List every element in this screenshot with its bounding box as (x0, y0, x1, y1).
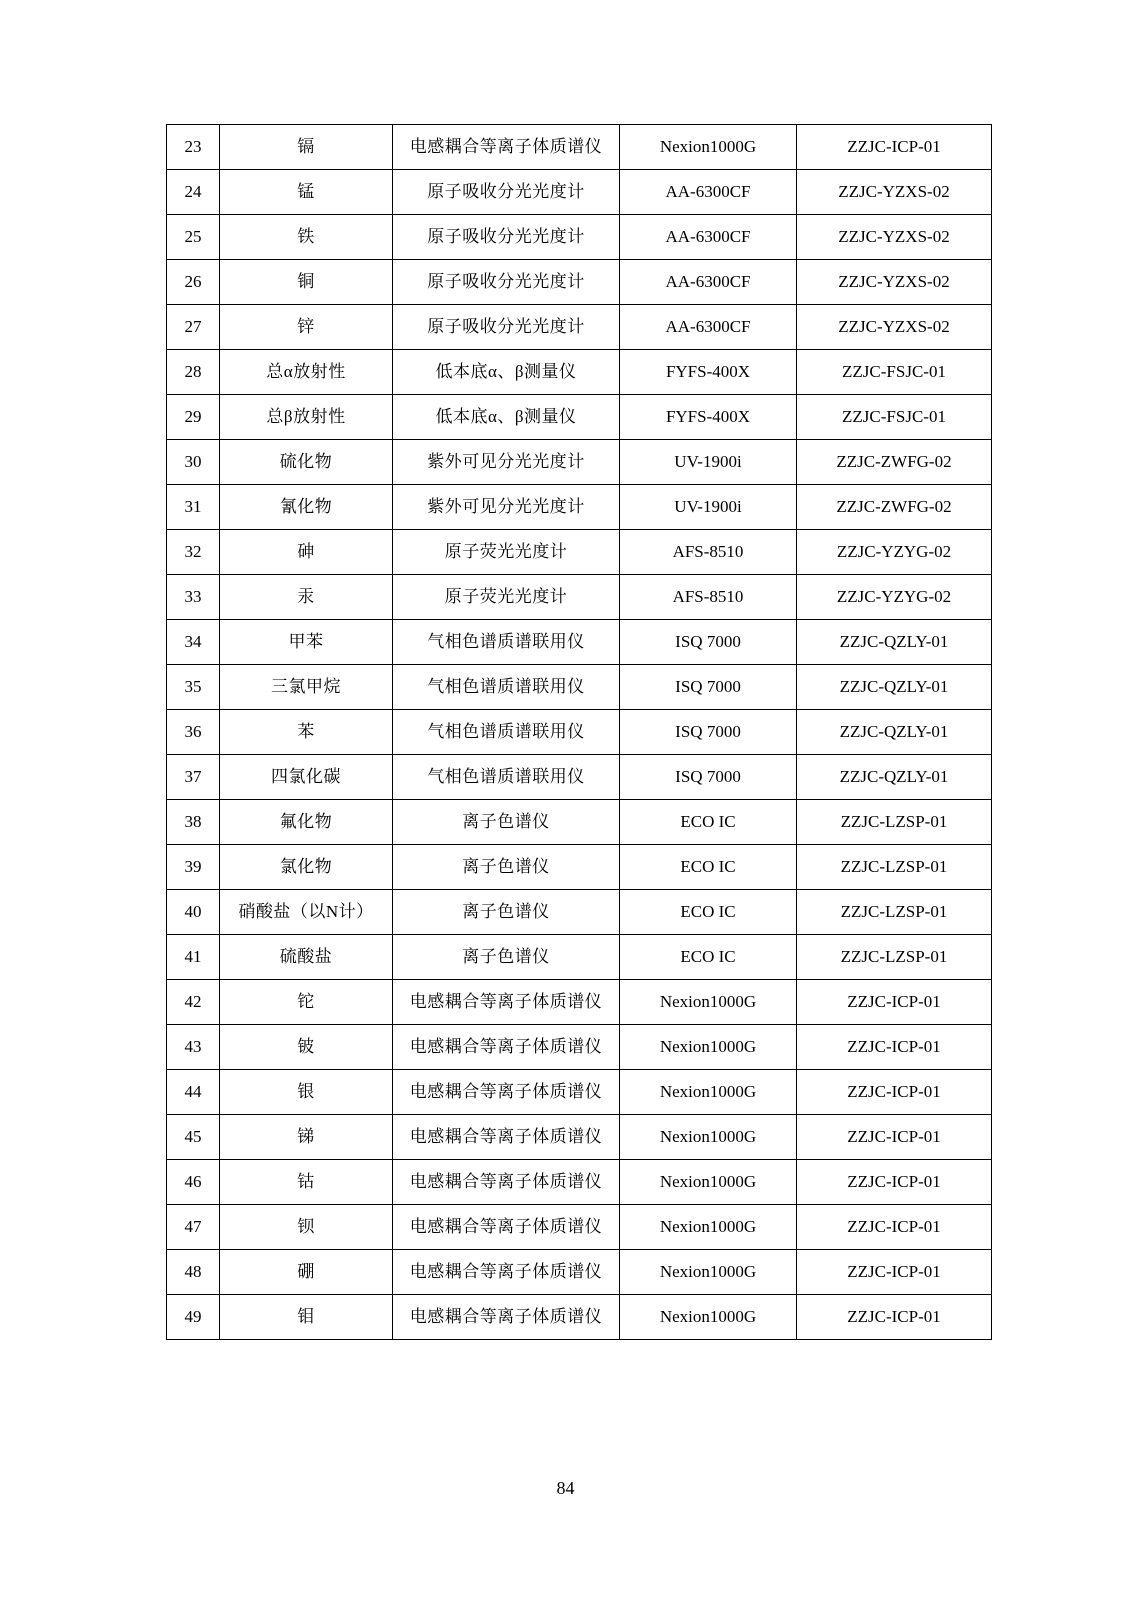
table-cell-instrument: 原子荧光光度计 (393, 530, 620, 575)
table-row (167, 305, 992, 350)
table-cell-no: 39 (167, 845, 220, 890)
table-cell-no: 41 (167, 935, 220, 980)
table-row (167, 1160, 992, 1205)
table-cell-instrument: 离子色谱仪 (393, 890, 620, 935)
table-cell-instrument: 气相色谱质谱联用仪 (393, 620, 620, 665)
table-cell-instrument: 原子荧光光度计 (393, 575, 620, 620)
table-row (167, 350, 992, 395)
table-row (167, 755, 992, 800)
table-cell-instrument: 气相色谱质谱联用仪 (393, 755, 620, 800)
table-cell-model: ECO IC (620, 935, 797, 980)
table-cell-no: 23 (167, 125, 220, 170)
table-cell-model: ECO IC (620, 890, 797, 935)
table-cell-code: ZZJC-YZXS-02 (797, 215, 992, 260)
table-cell-code: ZZJC-ICP-01 (797, 980, 992, 1025)
table-cell-model: FYFS-400X (620, 395, 797, 440)
table-cell-model: Nexion1000G (620, 1115, 797, 1160)
instrument-table-container (166, 124, 966, 1340)
table-cell-model: FYFS-400X (620, 350, 797, 395)
table-cell-model: Nexion1000G (620, 1070, 797, 1115)
table-cell-code: ZZJC-QZLY-01 (797, 755, 992, 800)
table-cell-no: 29 (167, 395, 220, 440)
table-cell-code: ZZJC-ICP-01 (797, 1115, 992, 1160)
table-cell-item: 银 (220, 1070, 393, 1115)
table-cell-code: ZZJC-ICP-01 (797, 1070, 992, 1115)
table-cell-item: 锑 (220, 1115, 393, 1160)
table-cell-no: 25 (167, 215, 220, 260)
table-row (167, 485, 992, 530)
table-row (167, 890, 992, 935)
table-cell-no: 40 (167, 890, 220, 935)
table-cell-item: 镉 (220, 125, 393, 170)
table-cell-no: 33 (167, 575, 220, 620)
table-cell-item: 钴 (220, 1160, 393, 1205)
table-cell-no: 37 (167, 755, 220, 800)
table-row (167, 980, 992, 1025)
table-cell-code: ZZJC-LZSP-01 (797, 890, 992, 935)
table-cell-instrument: 紫外可见分光光度计 (393, 440, 620, 485)
table-cell-no: 45 (167, 1115, 220, 1160)
table-cell-model: Nexion1000G (620, 1160, 797, 1205)
table-cell-item: 钡 (220, 1205, 393, 1250)
table-cell-no: 27 (167, 305, 220, 350)
table-cell-model: AA-6300CF (620, 260, 797, 305)
table-cell-model: ECO IC (620, 800, 797, 845)
table-cell-instrument: 电感耦合等离子体质谱仪 (393, 1160, 620, 1205)
table-cell-code: ZZJC-YZXS-02 (797, 260, 992, 305)
table-row (167, 215, 992, 260)
table-cell-item: 氰化物 (220, 485, 393, 530)
table-cell-item: 钼 (220, 1295, 393, 1340)
table-cell-model: ISQ 7000 (620, 620, 797, 665)
table-cell-item: 硫化物 (220, 440, 393, 485)
table-cell-instrument: 原子吸收分光光度计 (393, 305, 620, 350)
table-row (167, 1070, 992, 1115)
table-cell-no: 48 (167, 1250, 220, 1295)
table-cell-instrument: 离子色谱仪 (393, 845, 620, 890)
table-cell-model: Nexion1000G (620, 1025, 797, 1070)
table-cell-item: 锰 (220, 170, 393, 215)
table-cell-code: ZZJC-ZWFG-02 (797, 485, 992, 530)
table-cell-code: ZZJC-LZSP-01 (797, 845, 992, 890)
table-cell-model: Nexion1000G (620, 125, 797, 170)
table-cell-model: AFS-8510 (620, 530, 797, 575)
table-cell-item: 氯化物 (220, 845, 393, 890)
table-cell-code: ZZJC-LZSP-01 (797, 935, 992, 980)
table-cell-item: 总β放射性 (220, 395, 393, 440)
table-cell-no: 32 (167, 530, 220, 575)
table-cell-instrument: 气相色谱质谱联用仪 (393, 665, 620, 710)
table-cell-item: 硼 (220, 1250, 393, 1295)
table-cell-model: AA-6300CF (620, 215, 797, 260)
table-cell-no: 36 (167, 710, 220, 755)
table-cell-instrument: 电感耦合等离子体质谱仪 (393, 1205, 620, 1250)
table-cell-no: 42 (167, 980, 220, 1025)
table-cell-code: ZZJC-ZWFG-02 (797, 440, 992, 485)
table-row (167, 710, 992, 755)
table-cell-no: 24 (167, 170, 220, 215)
table-cell-code: ZZJC-YZXS-02 (797, 305, 992, 350)
table-row (167, 575, 992, 620)
table-row (167, 1250, 992, 1295)
table-cell-item: 铍 (220, 1025, 393, 1070)
table-cell-item: 总α放射性 (220, 350, 393, 395)
table-cell-no: 46 (167, 1160, 220, 1205)
table-cell-code: ZZJC-YZXS-02 (797, 170, 992, 215)
table-row (167, 935, 992, 980)
table-row (167, 845, 992, 890)
table-row (167, 395, 992, 440)
table-row (167, 800, 992, 845)
table-cell-instrument: 原子吸收分光光度计 (393, 170, 620, 215)
table-row (167, 1025, 992, 1070)
table-cell-instrument: 离子色谱仪 (393, 800, 620, 845)
table-row (167, 125, 992, 170)
table-cell-model: UV-1900i (620, 440, 797, 485)
table-cell-no: 28 (167, 350, 220, 395)
table-cell-model: Nexion1000G (620, 1295, 797, 1340)
table-cell-code: ZZJC-ICP-01 (797, 1205, 992, 1250)
table-cell-code: ZZJC-ICP-01 (797, 1250, 992, 1295)
table-cell-code: ZZJC-QZLY-01 (797, 665, 992, 710)
table-cell-model: UV-1900i (620, 485, 797, 530)
table-cell-no: 35 (167, 665, 220, 710)
table-row (167, 440, 992, 485)
table-row (167, 665, 992, 710)
table-cell-instrument: 电感耦合等离子体质谱仪 (393, 1070, 620, 1115)
table-cell-item: 锌 (220, 305, 393, 350)
table-cell-model: Nexion1000G (620, 1205, 797, 1250)
table-cell-item: 铊 (220, 980, 393, 1025)
table-cell-item: 砷 (220, 530, 393, 575)
table-row (167, 1115, 992, 1160)
instrument-table (166, 124, 992, 1340)
table-row (167, 530, 992, 575)
table-cell-item: 硫酸盐 (220, 935, 393, 980)
table-cell-item: 三氯甲烷 (220, 665, 393, 710)
table-cell-model: AFS-8510 (620, 575, 797, 620)
table-cell-item: 氟化物 (220, 800, 393, 845)
table-cell-instrument: 紫外可见分光光度计 (393, 485, 620, 530)
table-cell-code: ZZJC-ICP-01 (797, 1295, 992, 1340)
table-row (167, 1205, 992, 1250)
table-cell-model: AA-6300CF (620, 305, 797, 350)
table-cell-instrument: 低本底α、β测量仪 (393, 395, 620, 440)
table-cell-model: Nexion1000G (620, 1250, 797, 1295)
table-cell-code: ZZJC-ICP-01 (797, 1025, 992, 1070)
table-cell-no: 43 (167, 1025, 220, 1070)
table-cell-model: ISQ 7000 (620, 755, 797, 800)
table-cell-model: Nexion1000G (620, 980, 797, 1025)
table-cell-code: ZZJC-QZLY-01 (797, 620, 992, 665)
table-cell-item: 甲苯 (220, 620, 393, 665)
table-cell-instrument: 气相色谱质谱联用仪 (393, 710, 620, 755)
table-cell-code: ZZJC-LZSP-01 (797, 800, 992, 845)
table-cell-model: AA-6300CF (620, 170, 797, 215)
table-cell-item: 铜 (220, 260, 393, 305)
table-cell-instrument: 电感耦合等离子体质谱仪 (393, 1250, 620, 1295)
table-cell-no: 47 (167, 1205, 220, 1250)
table-cell-code: ZZJC-ICP-01 (797, 125, 992, 170)
table-cell-item: 苯 (220, 710, 393, 755)
table-cell-instrument: 电感耦合等离子体质谱仪 (393, 125, 620, 170)
table-cell-instrument: 低本底α、β测量仪 (393, 350, 620, 395)
table-cell-instrument: 原子吸收分光光度计 (393, 215, 620, 260)
table-cell-item: 四氯化碳 (220, 755, 393, 800)
table-cell-code: ZZJC-YZYG-02 (797, 575, 992, 620)
table-cell-code: ZZJC-FSJC-01 (797, 350, 992, 395)
table-cell-instrument: 离子色谱仪 (393, 935, 620, 980)
table-cell-no: 38 (167, 800, 220, 845)
table-cell-instrument: 电感耦合等离子体质谱仪 (393, 1115, 620, 1160)
table-cell-code: ZZJC-YZYG-02 (797, 530, 992, 575)
table-cell-item: 硝酸盐（以N计） (220, 890, 393, 935)
page-number: 84 (556, 1478, 575, 1498)
table-cell-no: 31 (167, 485, 220, 530)
table-cell-model: ISQ 7000 (620, 710, 797, 755)
table-cell-code: ZZJC-FSJC-01 (797, 395, 992, 440)
table-cell-instrument: 电感耦合等离子体质谱仪 (393, 980, 620, 1025)
table-cell-item: 汞 (220, 575, 393, 620)
table-cell-instrument: 电感耦合等离子体质谱仪 (393, 1025, 620, 1070)
table-cell-model: ECO IC (620, 845, 797, 890)
table-row (167, 170, 992, 215)
table-cell-instrument: 电感耦合等离子体质谱仪 (393, 1295, 620, 1340)
table-cell-no: 44 (167, 1070, 220, 1115)
table-cell-item: 铁 (220, 215, 393, 260)
table-cell-code: ZZJC-QZLY-01 (797, 710, 992, 755)
table-cell-no: 49 (167, 1295, 220, 1340)
table-cell-no: 30 (167, 440, 220, 485)
table-cell-instrument: 原子吸收分光光度计 (393, 260, 620, 305)
table-row (167, 620, 992, 665)
table-row (167, 260, 992, 305)
table-cell-model: ISQ 7000 (620, 665, 797, 710)
table-cell-no: 34 (167, 620, 220, 665)
table-cell-code: ZZJC-ICP-01 (797, 1160, 992, 1205)
table-row (167, 1295, 992, 1340)
table-cell-no: 26 (167, 260, 220, 305)
